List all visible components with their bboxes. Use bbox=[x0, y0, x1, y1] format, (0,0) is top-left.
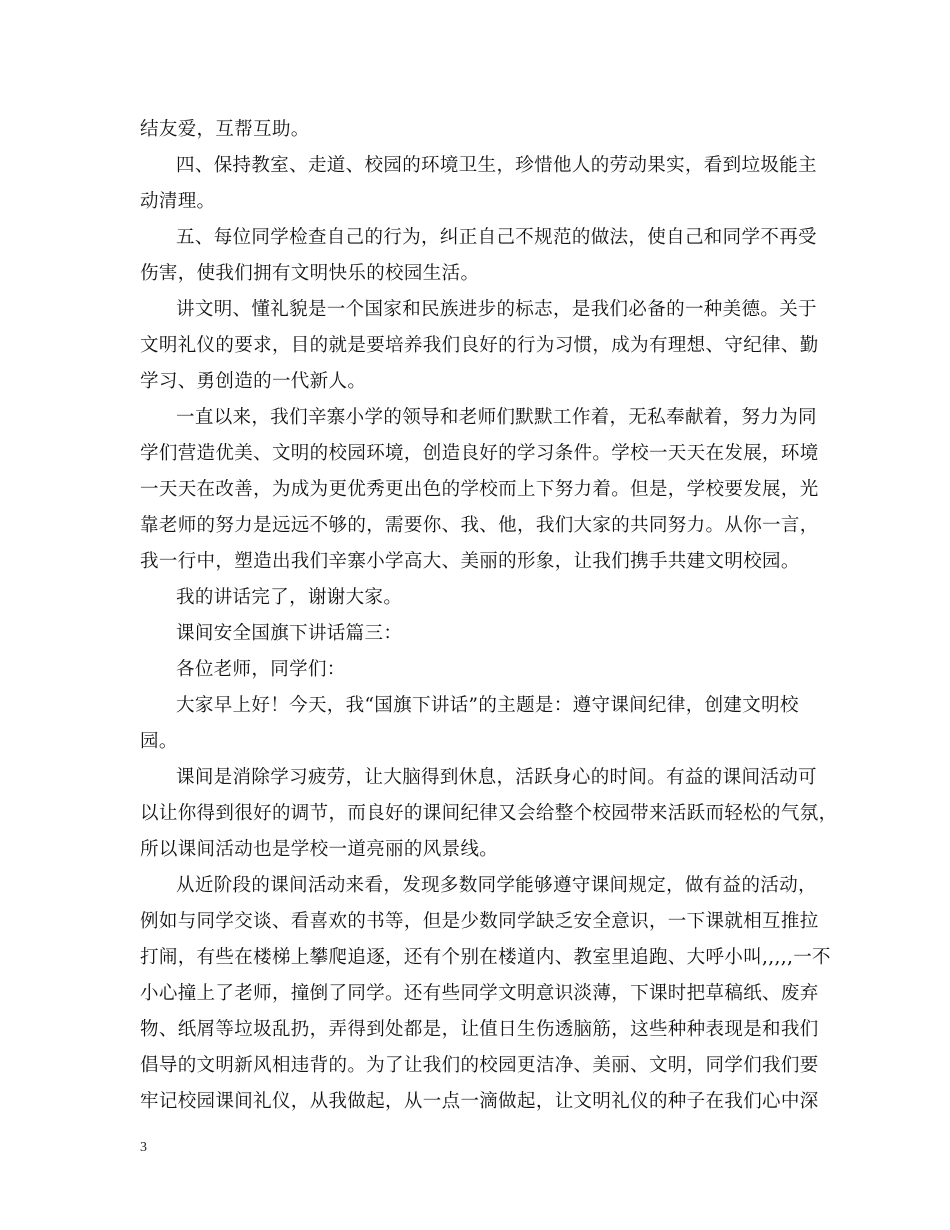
section-heading: 课间安全国旗下讲话篇三： bbox=[176, 623, 403, 644]
text-line: 一直以来，我们辛寨小学的领导和老师们默默工作着，无私奉献着，努力为同 bbox=[176, 407, 817, 428]
text-line: 四、保持教室、走道、校园的环境卫生，珍惜他人的劳动果实，看到垃圾能主 bbox=[176, 155, 817, 176]
text-line: 牢记校园课间礼仪，从我做起，从一点一滴做起，让文明礼仪的种子在我们心中深 bbox=[140, 1091, 819, 1112]
text-line: 物、纸屑等垃圾乱扔，弄得到处都是，让值日生伤透脑筋，这些种种表现是和我们 bbox=[140, 1019, 819, 1040]
text-line: 动清理。 bbox=[140, 191, 216, 212]
text-line: 所以课间活动也是学校一道亮丽的风景线。 bbox=[140, 839, 499, 860]
text-line: 学们营造优美、文明的校园环境，创造良好的学习条件。学校一天天在发展，环境 bbox=[140, 443, 819, 464]
text-line: 打闹，有些在楼梯上攀爬追逐，还有个别在楼道内、教室里追跑、大呼小叫,,,,,一不 bbox=[140, 947, 831, 968]
text-line: 文明礼仪的要求，目的就是要培养我们良好的行为习惯，成为有理想、守纪律、勤 bbox=[140, 335, 819, 356]
text-line: 课间是消除学习疲劳，让大脑得到休息，活跃身心的时间。有益的课间活动可 bbox=[176, 767, 817, 788]
text-line: 以让你得到很好的调节，而良好的课间纪律又会给整个校园带来活跃而轻松的气氛， bbox=[140, 803, 838, 824]
text-line: 倡导的文明新风相违背的。为了让我们的校园更洁净、美丽、文明，同学们我们要 bbox=[140, 1055, 819, 1076]
text-line: 一天天在改善，为成为更优秀更出色的学校而上下努力着。但是，学校要发展，光 bbox=[140, 479, 819, 500]
text-line: 例如与同学交谈、看喜欢的书等，但是少数同学缺乏安全意识，一下课就相互推拉 bbox=[140, 911, 819, 932]
text-line: 讲文明、懂礼貌是一个国家和民族进步的标志，是我们必备的一种美德。关于 bbox=[176, 299, 817, 320]
page-number: 3 bbox=[140, 1140, 147, 1155]
salutation: 各位老师，同学们： bbox=[176, 659, 346, 680]
text-line: 从近阶段的课间活动来看，发现多数同学能够遵守课间规定，做有益的活动， bbox=[176, 875, 817, 896]
text-line: 小心撞上了老师，撞倒了同学。还有些同学文明意识淡薄，下课时把草稿纸、废弃 bbox=[140, 983, 819, 1004]
text-line: 伤害，使我们拥有文明快乐的校园生活。 bbox=[140, 263, 480, 284]
text-line: 靠老师的努力是远远不够的，需要你、我、他，我们大家的共同努力。从你一言， bbox=[140, 515, 819, 536]
text-line: 我的讲话完了，谢谢大家。 bbox=[176, 587, 403, 608]
text-line: 大家早上好！今天，我“国旗下讲话”的主题是：遵守课间纪律，创建文明校 bbox=[176, 695, 799, 716]
text-line: 五、每位同学检查自己的行为，纠正自己不规范的做法，使自己和同学不再受 bbox=[176, 227, 817, 248]
text-line: 园。 bbox=[140, 731, 178, 752]
text-line: 结友爱，互帮互助。 bbox=[140, 119, 310, 140]
text-line: 我一行中，塑造出我们辛寨小学高大、美丽的形象，让我们携手共建文明校园。 bbox=[140, 551, 800, 572]
text-line: 学习、勇创造的一代新人。 bbox=[140, 371, 367, 392]
